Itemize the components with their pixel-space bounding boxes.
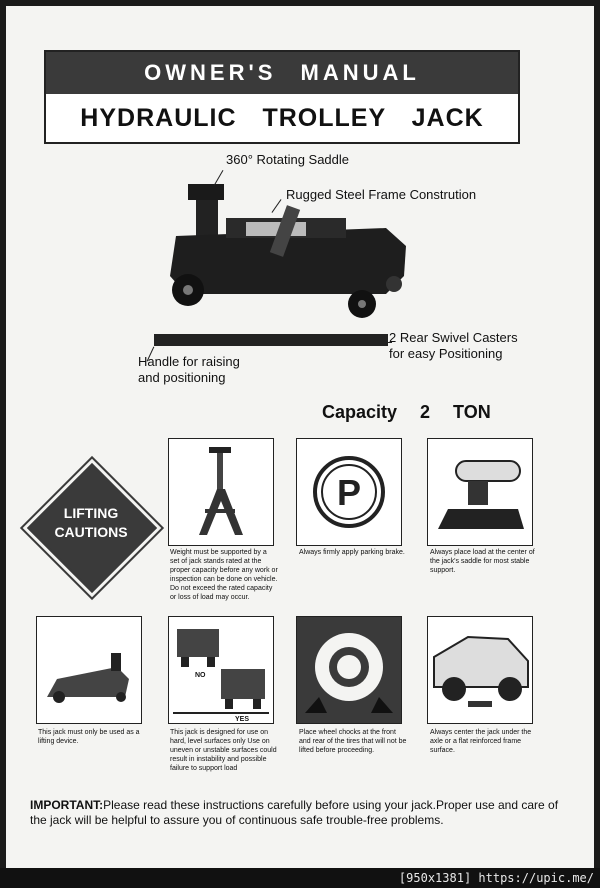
important-notice bbox=[30, 798, 570, 828]
jack-stand-panel bbox=[168, 438, 274, 546]
caption-wheel-chocks: Place wheel chocks at the front and rear of the tires that will not be lifted before proceeding. bbox=[299, 729, 407, 754]
title-box bbox=[44, 50, 520, 144]
saddle-load-panel bbox=[427, 438, 533, 546]
frame-label: Rugged Steel Frame Constrution bbox=[286, 187, 477, 202]
manual-page bbox=[6, 6, 594, 868]
saddle-shape bbox=[188, 184, 224, 200]
axle-center-panel bbox=[427, 616, 533, 724]
badge-line-2: CAUTIONS bbox=[54, 524, 128, 540]
saddle-load-icon bbox=[428, 439, 532, 545]
lifting-cautions-badge bbox=[30, 466, 152, 588]
yes-label: YES bbox=[235, 716, 250, 723]
capacity-heading: Capacity 2 TON bbox=[322, 402, 491, 422]
watermark-bar bbox=[0, 868, 600, 888]
handle-label-2: and positioning bbox=[138, 370, 226, 385]
level-surface-icon bbox=[169, 617, 273, 723]
important-text: Please read these instructions carefully before using your jack.Proper use and care of the jack will be helpful to assure you of continuous safe trouble-free problems. bbox=[30, 798, 559, 827]
manual-title: OWNER'S MANUAL bbox=[46, 52, 518, 94]
truck-icon bbox=[428, 617, 532, 723]
wheel-chock-panel bbox=[296, 616, 402, 724]
caption-level-surface: This jack is designed for use on hard, level surfaces only Use on uneven or unstable surfaces could result in instability and possible failure to support load bbox=[170, 729, 277, 772]
badge-line-1: LIFTING bbox=[63, 505, 119, 521]
product-title: HYDRAULIC TROLLEY JACK bbox=[80, 104, 484, 132]
parking-letter: P bbox=[336, 472, 362, 513]
casters-label-1: 2 Rear Swivel Casters bbox=[389, 330, 518, 345]
lifting-device-panel bbox=[36, 616, 142, 724]
caption-axle-center: Always center the jack under the axle or a flat reinforced frame surface. bbox=[430, 729, 532, 754]
jack-stand-icon bbox=[169, 439, 273, 545]
casters-label-2: for easy Positioning bbox=[389, 346, 503, 361]
caption-saddle-load: Always place load at the center of the jack's saddle for most stable support. bbox=[430, 549, 535, 574]
caption-lifting-device: This jack must only be used as a lifting device. bbox=[38, 729, 140, 745]
important-label: IMPORTANT: bbox=[30, 798, 104, 812]
wheel-chock-icon bbox=[297, 617, 401, 723]
caption-jack-stands: Weight must be supported by a set of jack stands rated at the proper capacity before any work or inspection can be done on vehicle. Do not exceed the rated capacity or loss of load may occur. bbox=[170, 549, 278, 601]
saddle-label: 360° Rotating Saddle bbox=[226, 152, 350, 167]
trolley-jack-illustration bbox=[146, 176, 416, 366]
handle-label-1: Handle for raising bbox=[138, 354, 240, 369]
no-label: NO bbox=[195, 672, 206, 679]
trolley-jack-icon bbox=[37, 617, 141, 723]
caption-parking-brake: Always firmly apply parking brake. bbox=[299, 549, 405, 556]
parking-brake-icon bbox=[297, 439, 401, 545]
watermark-text: [950x1381] https://upic.me/ bbox=[398, 871, 594, 885]
parking-brake-panel bbox=[296, 438, 402, 546]
level-surface-panel bbox=[168, 616, 274, 724]
